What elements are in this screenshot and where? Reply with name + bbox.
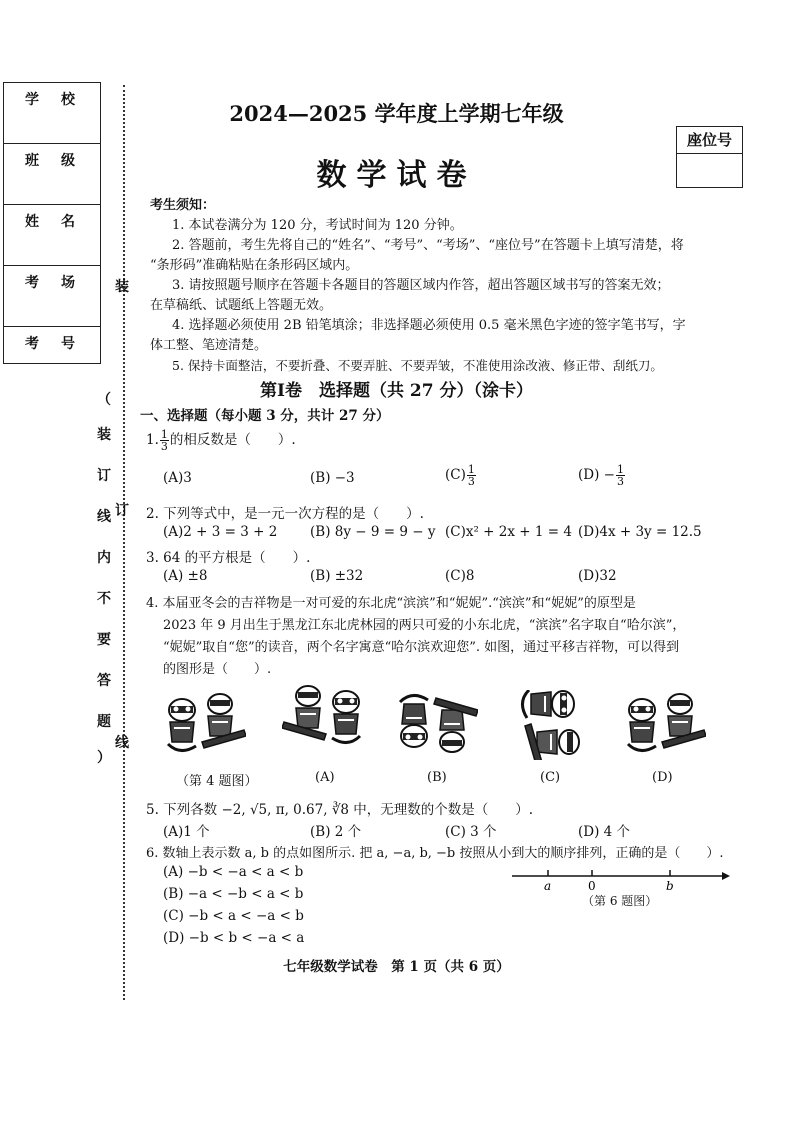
binding-char: 装	[115, 279, 129, 295]
q5-option-b[interactable]: (B) 2 个	[310, 824, 362, 840]
notice-item: 1. 本试卷满分为 120 分，考试时间为 120 分钟。	[172, 218, 463, 233]
exam-year: 2024—2025 学年度上学期七年级	[229, 101, 564, 126]
notice-item: 体工整、笔迹清楚。	[150, 338, 268, 353]
question-4-line: 的图形是（ ）.	[163, 662, 272, 677]
fraction: $\frac{1}{3}$	[160, 428, 168, 453]
exam-title: 数学试卷	[316, 158, 477, 193]
binding-char: 订	[115, 503, 129, 519]
q3-option-b[interactable]: (B) ±32	[310, 568, 364, 584]
q4-figure-label: （第 4 题图）	[176, 774, 258, 789]
binding-line	[123, 85, 125, 1000]
q6-option-a[interactable]: (A) −b < −a < a < b	[163, 864, 304, 880]
notice-item: 在草稿纸、试题纸上答题无效。	[150, 298, 333, 313]
q1-option-b[interactable]: (B) −3	[310, 470, 355, 486]
option-b-figure-icon	[392, 686, 478, 756]
q1-option-d[interactable]: (D) − $\frac{1}{3}$	[578, 463, 624, 488]
option-a-figure-icon	[282, 682, 368, 752]
q1-option-a[interactable]: (A)3	[163, 470, 192, 486]
binding-char: 线	[115, 735, 129, 751]
q3-option-c[interactable]: (C)8	[445, 568, 475, 584]
notice-item: 4. 选择题必须使用 2B 铅笔填涂；非选择题必须使用 0.5 毫米黑色字迹的签字笔书写，字	[172, 318, 686, 333]
page-footer: 七年级数学试卷 第 1 页（共 6 页）	[283, 959, 510, 975]
question-6-stem: 6. 数轴上表示数 a, b 的点如图所示. 把 a, −a, b, −b 按照从小到大的顺序排列，正确的是（ ）.	[146, 846, 724, 861]
q2-option-c[interactable]: (C)x² + 2x + 1 = 4	[445, 524, 572, 540]
q3-option-d[interactable]: (D)32	[578, 568, 617, 584]
school-field[interactable]: 学 校	[4, 83, 100, 144]
axis-label-b: b	[666, 879, 674, 893]
question-5-stem: 5. 下列各数 −2, √5, π, 0.67, ∛8 中，无理数的个数是（ ）.	[146, 802, 534, 818]
q6-figure-label: （第 6 题图）	[582, 894, 658, 908]
notice-heading: 考生须知：	[150, 198, 216, 213]
binding-text: （ 装 订 线 内 不 要 答 题 ）	[97, 392, 111, 766]
q6-option-c[interactable]: (C) −b < a < −a < b	[163, 908, 304, 924]
q1-option-c[interactable]: (C) $\frac{1}{3}$	[445, 463, 475, 488]
seat-number-box[interactable]: 座位号	[676, 126, 743, 188]
q4-option-a-label[interactable]: (A)	[315, 770, 335, 785]
q3-option-a[interactable]: (A) ±8	[163, 568, 208, 584]
q5-option-c[interactable]: (C) 3 个	[445, 824, 497, 840]
axis-label-a: a	[544, 879, 552, 893]
notice-item: 5. 保持卡面整洁，不要折叠、不要弄脏、不要弄皱，不准使用涂改液、修正带、刮纸刀。	[172, 358, 663, 373]
question-4-line: 4. 本届亚冬会的吉祥物是一对可爱的东北虎“滨滨”和“妮妮”.“滨滨”和“妮妮”的原型是	[146, 596, 636, 611]
part-one-heading: 一、选择题（每小题 3 分，共计 27 分）	[140, 408, 390, 424]
option-d-figure-icon	[620, 690, 706, 760]
section-title: 第Ⅰ卷 选择题（共 27 分）（涂卡）	[260, 381, 533, 401]
name-field[interactable]: 姓 名	[4, 205, 100, 266]
notice-item: 3. 请按照题号顺序在答题卡各题目的答题区域内作答，超出答题区域书写的答案无效；	[172, 278, 670, 293]
tiger-mascot-pair-icon	[160, 690, 246, 760]
exam-room-field[interactable]: 考 场	[4, 266, 100, 327]
exam-number-field[interactable]: 考 号	[25, 336, 79, 352]
q4-option-d-label[interactable]: (D)	[652, 770, 673, 785]
notice-item: “条形码”准确粘贴在条形码区域内。	[150, 258, 359, 273]
q6-option-b[interactable]: (B) −a < −b < a < b	[163, 886, 304, 902]
q2-option-b[interactable]: (B) 8y − 9 = 9 − y	[310, 524, 436, 540]
option-c-figure-icon	[505, 690, 591, 760]
q4-option-b-label[interactable]: (B)	[427, 770, 447, 785]
q4-option-c-label[interactable]: (C)	[540, 770, 561, 785]
q2-option-a[interactable]: (A)2 + 3 = 3 + 2	[163, 524, 278, 540]
question-4-line: 2023 年 9 月出生于黑龙江东北虎林园的两只可爱的小东北虎，“滨滨”名字取自“哈尔滨”，	[163, 618, 686, 633]
question-2-stem: 2. 下列等式中，是一元一次方程的是（ ）.	[146, 506, 424, 522]
axis-label-zero: 0	[588, 879, 596, 893]
question-1-stem: 1. $\frac{1}{3}$ 的相反数是（ ）.	[146, 428, 296, 453]
q6-option-d[interactable]: (D) −b < b < −a < a	[163, 930, 305, 946]
q5-option-a[interactable]: (A)1 个	[163, 824, 210, 840]
notice-item: 2. 答题前，考生先将自己的“姓名”、“考号”、“考场”、“座位号”在答题卡上填写清楚，将	[172, 238, 684, 253]
question-4-line: “妮妮”取自“您”的读音，两个名字寓意“哈尔滨欢迎您”. 如图，通过平移吉祥物，可以得到	[163, 640, 680, 655]
q2-option-d[interactable]: (D)4x + 3y = 12.5	[578, 524, 702, 540]
q5-option-d[interactable]: (D) 4 个	[578, 824, 631, 840]
question-3-stem: 3. 64 的平方根是（ ）.	[146, 550, 311, 566]
class-field[interactable]: 班 级	[4, 144, 100, 205]
